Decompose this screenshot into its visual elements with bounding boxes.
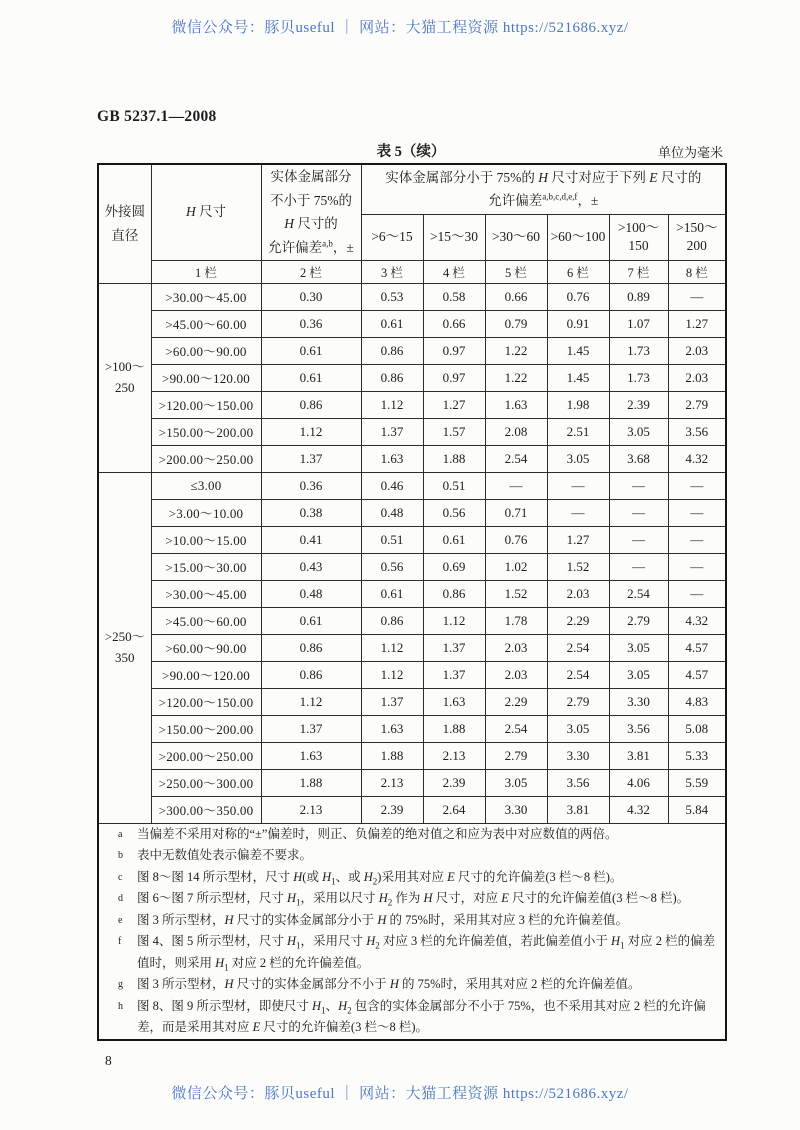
header-column-label: 3 栏 xyxy=(361,260,423,283)
value-cell: 0.76 xyxy=(547,283,609,310)
footnote-key: d xyxy=(118,893,123,904)
value-cell: 0.53 xyxy=(361,283,423,310)
footnote-key: e xyxy=(118,914,123,926)
value-cell: 0.46 xyxy=(361,472,423,499)
value-cell: 0.51 xyxy=(361,526,423,553)
value-cell: 1.12 xyxy=(361,391,423,418)
header-column-2: 实体金属部分 不小于 75%的 H 尺寸的 允许偏差$^{a,b}$，± xyxy=(261,164,361,260)
value-cell: — xyxy=(609,499,668,526)
value-cell: — xyxy=(668,580,726,607)
value-cell: 0.61 xyxy=(261,364,361,391)
value-cell: 0.91 xyxy=(547,310,609,337)
row-group-label: >100～ 250 xyxy=(98,283,151,472)
value-cell: 0.43 xyxy=(261,553,361,580)
value-cell: 1.12 xyxy=(261,688,361,715)
h-range-cell: >60.00～90.00 xyxy=(151,337,261,364)
footnotes-list xyxy=(101,824,723,1039)
value-cell: — xyxy=(609,553,668,580)
header-e-range: >6～15 xyxy=(361,214,423,260)
value-cell: 1.27 xyxy=(668,310,726,337)
value-cell: 0.86 xyxy=(261,661,361,688)
value-cell: 2.39 xyxy=(609,391,668,418)
value-cell: 1.45 xyxy=(547,364,609,391)
table-row xyxy=(98,472,726,499)
value-cell: 3.05 xyxy=(609,418,668,445)
h-range-cell: >30.00～45.00 xyxy=(151,580,261,607)
value-cell: 0.61 xyxy=(361,310,423,337)
value-cell: 1.22 xyxy=(485,337,547,364)
value-cell: 1.73 xyxy=(609,364,668,391)
value-cell: 1.37 xyxy=(261,445,361,472)
value-cell: 3.05 xyxy=(609,634,668,661)
h-range-cell: >45.00～60.00 xyxy=(151,607,261,634)
footnote xyxy=(101,996,723,1039)
value-cell: 1.37 xyxy=(361,688,423,715)
value-cell: 5.33 xyxy=(668,742,726,769)
value-cell: 0.56 xyxy=(361,553,423,580)
value-cell: 2.39 xyxy=(361,796,423,823)
value-cell: 2.29 xyxy=(485,688,547,715)
value-cell: 0.86 xyxy=(261,634,361,661)
value-cell: 1.88 xyxy=(423,715,485,742)
value-cell: 0.36 xyxy=(261,472,361,499)
table-header xyxy=(98,164,726,283)
value-cell: 0.61 xyxy=(361,580,423,607)
value-cell: 3.56 xyxy=(668,418,726,445)
value-cell: 1.52 xyxy=(485,580,547,607)
value-cell: 4.57 xyxy=(668,661,726,688)
h-range-cell: >90.00～120.00 xyxy=(151,661,261,688)
header-e-range: >150～ 200 xyxy=(668,214,726,260)
footnote-text: 表中无数值处表示偏差不要求。 xyxy=(137,848,313,862)
header-column-label: 7 栏 xyxy=(609,260,668,283)
value-cell: 4.32 xyxy=(668,607,726,634)
table-row xyxy=(98,445,726,472)
value-cell: — xyxy=(668,499,726,526)
table-row xyxy=(98,310,726,337)
value-cell: 3.56 xyxy=(609,715,668,742)
value-cell: 2.54 xyxy=(485,445,547,472)
value-cell: 1.27 xyxy=(547,526,609,553)
value-cell: 4.06 xyxy=(609,769,668,796)
h-range-cell: >30.00～45.00 xyxy=(151,283,261,310)
table-area xyxy=(97,140,725,1041)
value-cell: 1.37 xyxy=(423,634,485,661)
value-cell: 5.08 xyxy=(668,715,726,742)
value-cell: — xyxy=(668,553,726,580)
table-row xyxy=(98,742,726,769)
value-cell: 2.03 xyxy=(485,661,547,688)
value-cell: 2.13 xyxy=(423,742,485,769)
value-cell: 0.69 xyxy=(423,553,485,580)
value-cell: — xyxy=(609,472,668,499)
value-cell: 0.56 xyxy=(423,499,485,526)
value-cell: 2.03 xyxy=(668,337,726,364)
table-row xyxy=(98,607,726,634)
header-column-label: 6 栏 xyxy=(547,260,609,283)
footnotes-cell xyxy=(98,823,726,1040)
value-cell: 1.12 xyxy=(423,607,485,634)
unit-note: 单位为毫米 xyxy=(657,145,723,160)
h-range-cell: ≤3.00 xyxy=(151,472,261,499)
header-h-dimension: H 尺寸 xyxy=(151,164,261,260)
value-cell: 2.79 xyxy=(485,742,547,769)
header-e-range: >100～ 150 xyxy=(609,214,668,260)
value-cell: 0.86 xyxy=(361,364,423,391)
header-e-range: >30～60 xyxy=(485,214,547,260)
value-cell: 0.97 xyxy=(423,337,485,364)
value-cell: 1.37 xyxy=(423,661,485,688)
value-cell: 2.08 xyxy=(485,418,547,445)
h-range-cell: >45.00～60.00 xyxy=(151,310,261,337)
footnote xyxy=(101,845,723,867)
footnote-text: 图 3 所示型材，H 尺寸的实体金属部分小于 H 的 75%时，采用其对应 3 栏的允许偏差值。 xyxy=(137,912,629,927)
value-cell: 1.37 xyxy=(261,715,361,742)
table-body xyxy=(98,283,726,823)
value-cell: 2.54 xyxy=(609,580,668,607)
value-cell: 3.56 xyxy=(547,769,609,796)
value-cell: 2.51 xyxy=(547,418,609,445)
h-range-cell: >300.00～350.00 xyxy=(151,796,261,823)
value-cell: 1.52 xyxy=(547,553,609,580)
value-cell: 0.86 xyxy=(361,337,423,364)
footnote-text: 当偏差不采用对称的“±”偏差时，则正、负偏差的绝对值之和应为表中对应数值的两倍。 xyxy=(137,826,618,841)
value-cell: 1.63 xyxy=(361,445,423,472)
value-cell: 0.89 xyxy=(609,283,668,310)
table-row xyxy=(98,688,726,715)
value-cell: 3.30 xyxy=(485,796,547,823)
value-cell: 0.41 xyxy=(261,526,361,553)
value-cell: 0.58 xyxy=(423,283,485,310)
table-row xyxy=(98,634,726,661)
footnote xyxy=(101,974,723,996)
value-cell: 0.76 xyxy=(485,526,547,553)
value-cell: — xyxy=(609,526,668,553)
value-cell: 2.79 xyxy=(547,688,609,715)
footnote xyxy=(101,931,723,974)
value-cell: 0.51 xyxy=(423,472,485,499)
value-cell: — xyxy=(668,283,726,310)
table-row xyxy=(98,526,726,553)
value-cell: 1.98 xyxy=(547,391,609,418)
footnote-key: c xyxy=(118,871,123,883)
value-cell: 1.37 xyxy=(361,418,423,445)
value-cell: 3.05 xyxy=(547,445,609,472)
value-cell: 0.86 xyxy=(361,607,423,634)
value-cell: 1.27 xyxy=(423,391,485,418)
value-cell: 2.03 xyxy=(547,580,609,607)
value-cell: 2.29 xyxy=(547,607,609,634)
value-cell: 1.88 xyxy=(261,769,361,796)
value-cell: — xyxy=(547,472,609,499)
h-range-cell: >120.00～150.00 xyxy=(151,391,261,418)
value-cell: 4.32 xyxy=(668,445,726,472)
value-cell: 0.30 xyxy=(261,283,361,310)
value-cell: 3.05 xyxy=(609,661,668,688)
h-range-cell: >120.00～150.00 xyxy=(151,688,261,715)
table-row xyxy=(98,715,726,742)
h-range-cell: >150.00～200.00 xyxy=(151,715,261,742)
value-cell: 4.32 xyxy=(609,796,668,823)
value-cell: 2.03 xyxy=(485,634,547,661)
value-cell: 0.61 xyxy=(423,526,485,553)
value-cell: 3.30 xyxy=(609,688,668,715)
value-cell: 3.05 xyxy=(547,715,609,742)
value-cell: 0.36 xyxy=(261,310,361,337)
h-range-cell: >200.00～250.00 xyxy=(151,445,261,472)
table-row xyxy=(98,769,726,796)
value-cell: — xyxy=(547,499,609,526)
h-range-cell: >200.00～250.00 xyxy=(151,742,261,769)
value-cell: 1.88 xyxy=(423,445,485,472)
value-cell: 5.84 xyxy=(668,796,726,823)
table-caption: 表 5（续） xyxy=(376,144,446,160)
table-row xyxy=(98,364,726,391)
value-cell: 1.22 xyxy=(485,364,547,391)
value-cell: 3.81 xyxy=(547,796,609,823)
value-cell: 3.68 xyxy=(609,445,668,472)
footnote xyxy=(101,867,723,889)
header-e-group: 实体金属部分小于 75%的 H 尺寸对应于下列 E 尺寸的 允许偏差$^{a,b,c,d,e,f}$，± xyxy=(361,164,726,214)
value-cell: 0.71 xyxy=(485,499,547,526)
footnote-text: 图 8～图 14 所示型材，尺寸 H(或 $H_1$、或 $H_2$)采用其对应 E 尺寸的允许偏差(3 栏～8 栏)。 xyxy=(137,869,623,886)
value-cell: 1.63 xyxy=(485,391,547,418)
value-cell: — xyxy=(485,472,547,499)
value-cell: 3.30 xyxy=(547,742,609,769)
h-range-cell: >3.00～10.00 xyxy=(151,499,261,526)
h-range-cell: >60.00～90.00 xyxy=(151,634,261,661)
value-cell: 0.79 xyxy=(485,310,547,337)
value-cell: 5.59 xyxy=(668,769,726,796)
value-cell: 1.73 xyxy=(609,337,668,364)
value-cell: 1.63 xyxy=(361,715,423,742)
h-range-cell: >150.00～200.00 xyxy=(151,418,261,445)
value-cell: 2.39 xyxy=(423,769,485,796)
header-column-label: 2 栏 xyxy=(261,260,361,283)
value-cell: 2.54 xyxy=(485,715,547,742)
value-cell: 1.57 xyxy=(423,418,485,445)
value-cell: 1.07 xyxy=(609,310,668,337)
value-cell: 1.63 xyxy=(261,742,361,769)
header-e-range: >15～30 xyxy=(423,214,485,260)
header-column-label: 1 栏 xyxy=(151,260,261,283)
tolerance-table xyxy=(97,163,727,1041)
table-row xyxy=(98,553,726,580)
footnote-key: h xyxy=(118,1000,123,1012)
value-cell: 4.57 xyxy=(668,634,726,661)
value-cell: 0.48 xyxy=(361,499,423,526)
value-cell: 0.48 xyxy=(261,580,361,607)
value-cell: 1.63 xyxy=(423,688,485,715)
value-cell: — xyxy=(668,472,726,499)
value-cell: 1.45 xyxy=(547,337,609,364)
footnote-text: 图 8、图 9 所示型材，即使尺寸 $H_1$、$H_2$ 包含的实体金属部分不小于 75%，也不采用其对应 2 栏的允许偏差，而是采用其对应 E 尺寸的允许偏差(3 栏～8 栏)。 xyxy=(137,998,706,1034)
value-cell: 1.88 xyxy=(361,742,423,769)
value-cell: 1.12 xyxy=(361,634,423,661)
header-circumscribed-diameter: 外接圆 直径 xyxy=(98,164,151,283)
value-cell: 4.83 xyxy=(668,688,726,715)
row-group-label: >250～ 350 xyxy=(98,472,151,823)
value-cell: 2.03 xyxy=(668,364,726,391)
table-row xyxy=(98,283,726,310)
table-row xyxy=(98,499,726,526)
value-cell: 3.05 xyxy=(485,769,547,796)
table-row xyxy=(98,661,726,688)
value-cell: — xyxy=(668,526,726,553)
watermark-banner-top: 微信公众号：豚贝useful ｜ 网站：大猫工程资源 https://521686.xyz/ xyxy=(171,20,629,36)
value-cell: 0.97 xyxy=(423,364,485,391)
footnote-key: f xyxy=(118,936,122,947)
footnote xyxy=(101,888,723,910)
h-range-cell: >15.00～30.00 xyxy=(151,553,261,580)
footnote-key: g xyxy=(118,979,123,990)
table-row xyxy=(98,337,726,364)
footnote-text: 图 6～图 7 所示型材，尺寸 $H_1$，采用以尺寸 $H_2$ 作为 H 尺寸，对应 E 尺寸的允许偏差值(3 栏～8 栏)。 xyxy=(137,891,690,908)
footnote xyxy=(101,910,723,932)
value-cell: 0.38 xyxy=(261,499,361,526)
footnote-key: a xyxy=(118,828,123,840)
footnote-text: 图 4、图 5 所示型材，尺寸 $H_1$，采用尺寸 $H_2$ 对应 3 栏的允许偏差值，若此偏差值小于 $H_1$ 对应 2 栏的偏差值时，则采用 $H_1$ 对应 2 栏的允许偏差值。 xyxy=(137,934,716,972)
standard-number: GB 5237.1—2008 xyxy=(97,108,217,125)
header-e-range: >60～100 xyxy=(547,214,609,260)
value-cell: 3.81 xyxy=(609,742,668,769)
table-row xyxy=(98,796,726,823)
value-cell: 2.79 xyxy=(668,391,726,418)
table-row xyxy=(98,391,726,418)
table-row xyxy=(98,418,726,445)
header-column-label: 4 栏 xyxy=(423,260,485,283)
value-cell: 2.54 xyxy=(547,634,609,661)
value-cell: 0.86 xyxy=(261,391,361,418)
value-cell: 0.66 xyxy=(423,310,485,337)
value-cell: 2.54 xyxy=(547,661,609,688)
value-cell: 1.02 xyxy=(485,553,547,580)
footnote xyxy=(101,824,723,846)
value-cell: 1.78 xyxy=(485,607,547,634)
header-column-label: 5 栏 xyxy=(485,260,547,283)
value-cell: 2.64 xyxy=(423,796,485,823)
footnote-text: 图 3 所示型材，H 尺寸的实体金属部分不小于 H 的 75%时，采用其对应 2 栏的允许偏差值。 xyxy=(137,977,641,991)
value-cell: 0.66 xyxy=(485,283,547,310)
value-cell: 0.61 xyxy=(261,607,361,634)
h-range-cell: >250.00～300.00 xyxy=(151,769,261,796)
h-range-cell: >10.00～15.00 xyxy=(151,526,261,553)
value-cell: 2.13 xyxy=(261,796,361,823)
header-column-label: 8 栏 xyxy=(668,260,726,283)
value-cell: 1.12 xyxy=(261,418,361,445)
value-cell: 0.86 xyxy=(423,580,485,607)
watermark-banner-bottom: 微信公众号：豚贝useful ｜ 网站：大猫工程资源 https://521686.xyz/ xyxy=(171,1086,629,1102)
table-row xyxy=(98,580,726,607)
table-caption-row xyxy=(97,140,725,163)
value-cell: 2.79 xyxy=(609,607,668,634)
value-cell: 1.12 xyxy=(361,661,423,688)
value-cell: 0.61 xyxy=(261,337,361,364)
page-number: 8 xyxy=(105,1053,112,1068)
h-range-cell: >90.00～120.00 xyxy=(151,364,261,391)
footnote-key: b xyxy=(118,850,123,861)
value-cell: 2.13 xyxy=(361,769,423,796)
